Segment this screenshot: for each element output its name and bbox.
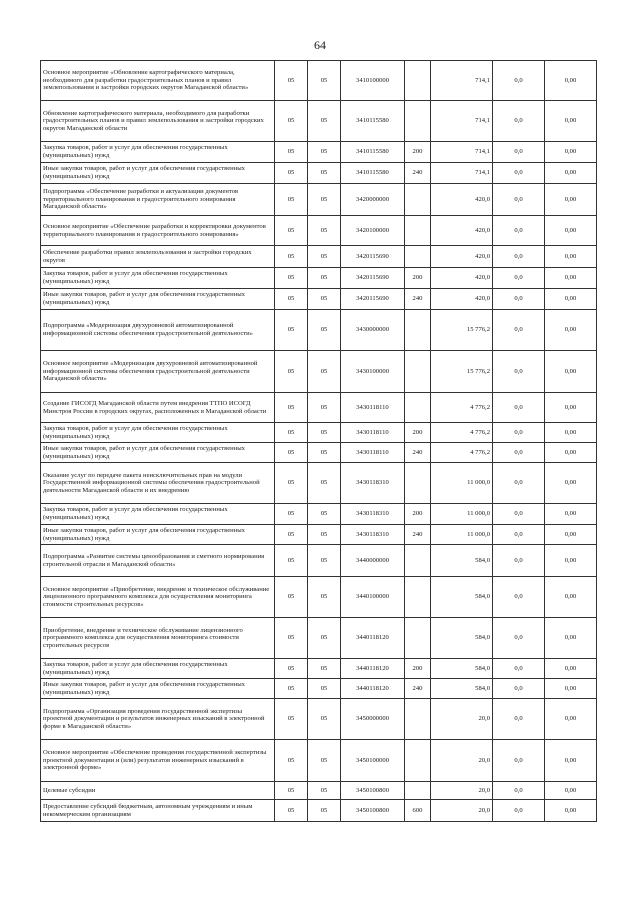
- table-row: [41, 504, 597, 525]
- row-subsection: 05: [308, 246, 341, 268]
- row-amount-2: 0,0: [493, 163, 545, 184]
- row-subsection: 05: [308, 184, 341, 216]
- row-target-article: 3430118310: [341, 525, 405, 545]
- row-expense-type: [405, 351, 431, 393]
- row-amount-3: 0,00: [545, 216, 597, 246]
- table-row: [41, 246, 597, 268]
- row-expense-type: [405, 782, 431, 800]
- row-amount-3: 0,00: [545, 463, 597, 504]
- row-section: 05: [275, 268, 308, 289]
- row-amount-1: 20,0: [431, 782, 493, 800]
- table-row: [41, 310, 597, 351]
- row-target-article: 3430118110: [341, 443, 405, 463]
- row-name: Предоставление субсидий бюджетным, автономным учреждениям и иным некоммерческим организациям: [41, 800, 275, 822]
- row-expense-type: 200: [405, 142, 431, 163]
- row-subsection: 05: [308, 423, 341, 443]
- row-subsection: 05: [308, 699, 341, 740]
- row-name: Подпрограмма «Обеспечение разработки и актуализации документов территориального планирования и градостроительного зонирования Магаданской области»: [41, 184, 275, 216]
- row-amount-3: 0,00: [545, 61, 597, 101]
- row-subsection: 05: [308, 577, 341, 618]
- row-section: 05: [275, 393, 308, 423]
- row-subsection: 05: [308, 782, 341, 800]
- row-subsection: 05: [308, 310, 341, 351]
- page-number: 64: [314, 38, 326, 52]
- row-expense-type: [405, 310, 431, 351]
- row-expense-type: [405, 216, 431, 246]
- row-section: 05: [275, 577, 308, 618]
- row-amount-2: 0,0: [493, 659, 545, 679]
- row-subsection: 05: [308, 659, 341, 679]
- table-row: [41, 679, 597, 699]
- table-row: [41, 740, 597, 782]
- table-row: [41, 216, 597, 246]
- row-amount-2: 0,0: [493, 782, 545, 800]
- row-target-article: 3420000000: [341, 184, 405, 216]
- row-name: Подпрограмма «Модернизация двухуровневой автоматизированной информационной системы обеспечения градостроительной деятельности»: [41, 310, 275, 351]
- row-section: 05: [275, 782, 308, 800]
- row-amount-1: 714,1: [431, 101, 493, 142]
- row-subsection: 05: [308, 142, 341, 163]
- table-row: [41, 545, 597, 577]
- row-subsection: 05: [308, 800, 341, 822]
- row-amount-3: 0,00: [545, 659, 597, 679]
- row-name: Подпрограмма «Организация проведения государственной экспертизы проектной документации и результатов инженерных изысканий в электронной форме в Магаданской области»: [41, 699, 275, 740]
- table-row: [41, 463, 597, 504]
- row-amount-2: 0,0: [493, 289, 545, 310]
- row-amount-3: 0,00: [545, 101, 597, 142]
- row-subsection: 05: [308, 679, 341, 699]
- row-target-article: 3410100000: [341, 61, 405, 101]
- row-section: 05: [275, 699, 308, 740]
- row-amount-3: 0,00: [545, 184, 597, 216]
- row-subsection: 05: [308, 545, 341, 577]
- row-amount-2: 0,0: [493, 443, 545, 463]
- row-amount-2: 0,0: [493, 525, 545, 545]
- row-amount-1: 15 776,2: [431, 310, 493, 351]
- row-subsection: 05: [308, 463, 341, 504]
- row-target-article: 3430118110: [341, 423, 405, 443]
- row-amount-3: 0,00: [545, 423, 597, 443]
- row-amount-1: 714,1: [431, 142, 493, 163]
- row-expense-type: [405, 61, 431, 101]
- row-subsection: 05: [308, 289, 341, 310]
- row-target-article: 3420115690: [341, 246, 405, 268]
- row-target-article: 3450100800: [341, 800, 405, 822]
- table-row: [41, 184, 597, 216]
- row-subsection: 05: [308, 216, 341, 246]
- table-row: [41, 289, 597, 310]
- row-amount-1: 4 776,2: [431, 423, 493, 443]
- row-section: 05: [275, 142, 308, 163]
- row-amount-3: 0,00: [545, 310, 597, 351]
- row-amount-3: 0,00: [545, 618, 597, 659]
- row-section: 05: [275, 184, 308, 216]
- row-amount-2: 0,0: [493, 618, 545, 659]
- row-amount-1: 20,0: [431, 699, 493, 740]
- row-name: Основное мероприятие «Обеспечение проведения государственной экспертизы проектной документации и (или) результатов инженерных изысканий в электронной форме»: [41, 740, 275, 782]
- table-row: [41, 659, 597, 679]
- row-name: Подпрограмма «Развитие системы ценообразования и сметного нормирования строительной отрасли в Магаданской области»: [41, 545, 275, 577]
- row-target-article: 3430000000: [341, 310, 405, 351]
- row-name: Закупка товаров, работ и услуг для обеспечения государственных (муниципальных) нужд: [41, 423, 275, 443]
- row-amount-3: 0,00: [545, 443, 597, 463]
- row-section: 05: [275, 504, 308, 525]
- row-target-article: 3440118120: [341, 679, 405, 699]
- row-amount-3: 0,00: [545, 268, 597, 289]
- row-section: 05: [275, 618, 308, 659]
- row-amount-3: 0,00: [545, 289, 597, 310]
- table-row: [41, 423, 597, 443]
- row-target-article: 3440000000: [341, 545, 405, 577]
- row-target-article: 3410115580: [341, 163, 405, 184]
- row-subsection: 05: [308, 443, 341, 463]
- row-target-article: 3450000000: [341, 699, 405, 740]
- row-amount-3: 0,00: [545, 393, 597, 423]
- row-subsection: 05: [308, 163, 341, 184]
- row-name: Закупка товаров, работ и услуг для обеспечения государственных (муниципальных) нужд: [41, 659, 275, 679]
- row-target-article: 3430118310: [341, 463, 405, 504]
- row-amount-1: 584,0: [431, 618, 493, 659]
- row-target-article: 3450100000: [341, 740, 405, 782]
- row-target-article: 3420115690: [341, 268, 405, 289]
- row-amount-3: 0,00: [545, 142, 597, 163]
- row-amount-2: 0,0: [493, 61, 545, 101]
- row-section: 05: [275, 659, 308, 679]
- row-expense-type: 600: [405, 800, 431, 822]
- row-amount-2: 0,0: [493, 216, 545, 246]
- table-row: [41, 525, 597, 545]
- row-amount-1: 20,0: [431, 800, 493, 822]
- table-row: [41, 618, 597, 659]
- row-section: 05: [275, 463, 308, 504]
- row-amount-3: 0,00: [545, 740, 597, 782]
- row-name: Основное мероприятие «Обновление картографического материала, необходимого для разработки градостроительных планов и правил землепользования и застройки городских округов Магаданской области»: [41, 61, 275, 101]
- row-amount-2: 0,0: [493, 423, 545, 443]
- row-name: Оказание услуг по передаче пакета неисключительных прав на модули Государственной информационной системы обеспечения градостроительной деятельности Магаданской области и их внедрению: [41, 463, 275, 504]
- row-amount-1: 420,0: [431, 289, 493, 310]
- row-amount-1: 420,0: [431, 184, 493, 216]
- row-section: 05: [275, 246, 308, 268]
- row-subsection: 05: [308, 61, 341, 101]
- row-subsection: 05: [308, 504, 341, 525]
- row-expense-type: [405, 545, 431, 577]
- row-amount-3: 0,00: [545, 679, 597, 699]
- row-target-article: 3430118110: [341, 393, 405, 423]
- row-target-article: 3410115580: [341, 142, 405, 163]
- table-row: [41, 61, 597, 101]
- row-expense-type: 200: [405, 423, 431, 443]
- row-expense-type: 240: [405, 289, 431, 310]
- row-amount-2: 0,0: [493, 577, 545, 618]
- row-amount-3: 0,00: [545, 782, 597, 800]
- row-expense-type: [405, 184, 431, 216]
- row-name: Иные закупки товаров, работ и услуг для обеспечения государственных (муниципальных) нужд: [41, 163, 275, 184]
- row-name: Основное мероприятие «Модернизация двухуровневой автоматизированной информационной системы обеспечения градостроительной деятельности Магаданской области»: [41, 351, 275, 393]
- row-name: Основное мероприятие «Обеспечение разработки и корректировки документов территориального планирования и градостроительного зонирования»: [41, 216, 275, 246]
- row-section: 05: [275, 443, 308, 463]
- row-section: 05: [275, 101, 308, 142]
- row-amount-1: 15 776,2: [431, 351, 493, 393]
- row-expense-type: 200: [405, 504, 431, 525]
- row-expense-type: [405, 699, 431, 740]
- table-row: [41, 351, 597, 393]
- table-body: [41, 61, 597, 822]
- row-amount-2: 0,0: [493, 351, 545, 393]
- row-expense-type: 200: [405, 659, 431, 679]
- row-name: Закупка товаров, работ и услуг для обеспечения государственных (муниципальных) нужд: [41, 268, 275, 289]
- row-amount-1: 11 000,0: [431, 525, 493, 545]
- row-amount-2: 0,0: [493, 184, 545, 216]
- row-expense-type: 200: [405, 268, 431, 289]
- table-row: [41, 443, 597, 463]
- row-subsection: 05: [308, 525, 341, 545]
- row-expense-type: 240: [405, 443, 431, 463]
- row-amount-3: 0,00: [545, 504, 597, 525]
- row-expense-type: 240: [405, 525, 431, 545]
- row-amount-1: 584,0: [431, 679, 493, 699]
- row-amount-2: 0,0: [493, 800, 545, 822]
- row-name: Обеспечение разработки правил землепользования и застройки городских округов: [41, 246, 275, 268]
- table-row: [41, 101, 597, 142]
- row-target-article: 3420100000: [341, 216, 405, 246]
- row-expense-type: 240: [405, 163, 431, 184]
- row-name: Приобретение, внедрение и техническое обслуживание лицензионного программного комплекса для осуществления мониторинга стоимости строительных ресурсов: [41, 618, 275, 659]
- budget-table: [40, 60, 597, 822]
- row-expense-type: [405, 393, 431, 423]
- row-amount-1: 4 776,2: [431, 443, 493, 463]
- row-amount-3: 0,00: [545, 699, 597, 740]
- row-expense-type: [405, 101, 431, 142]
- row-amount-2: 0,0: [493, 504, 545, 525]
- row-expense-type: [405, 463, 431, 504]
- table-row: [41, 163, 597, 184]
- row-target-article: 3420115690: [341, 289, 405, 310]
- row-target-article: 3440100000: [341, 577, 405, 618]
- row-subsection: 05: [308, 268, 341, 289]
- row-section: 05: [275, 216, 308, 246]
- row-section: 05: [275, 289, 308, 310]
- row-amount-3: 0,00: [545, 351, 597, 393]
- row-section: 05: [275, 61, 308, 101]
- row-amount-3: 0,00: [545, 800, 597, 822]
- row-amount-3: 0,00: [545, 545, 597, 577]
- row-subsection: 05: [308, 101, 341, 142]
- row-subsection: 05: [308, 393, 341, 423]
- row-target-article: 3440118120: [341, 618, 405, 659]
- row-amount-2: 0,0: [493, 101, 545, 142]
- table-row: [41, 800, 597, 822]
- row-name: Целевые субсидии: [41, 782, 275, 800]
- row-section: 05: [275, 679, 308, 699]
- row-expense-type: [405, 577, 431, 618]
- table-row: [41, 142, 597, 163]
- row-amount-3: 0,00: [545, 525, 597, 545]
- row-section: 05: [275, 310, 308, 351]
- row-amount-1: 584,0: [431, 577, 493, 618]
- row-amount-2: 0,0: [493, 310, 545, 351]
- row-section: 05: [275, 351, 308, 393]
- row-section: 05: [275, 545, 308, 577]
- row-subsection: 05: [308, 618, 341, 659]
- row-target-article: 3430100000: [341, 351, 405, 393]
- row-amount-2: 0,0: [493, 545, 545, 577]
- row-target-article: 3450100800: [341, 782, 405, 800]
- row-amount-1: 4 776,2: [431, 393, 493, 423]
- row-amount-2: 0,0: [493, 679, 545, 699]
- row-section: 05: [275, 800, 308, 822]
- row-name: Иные закупки товаров, работ и услуг для обеспечения государственных (муниципальных) нужд: [41, 289, 275, 310]
- row-amount-2: 0,0: [493, 699, 545, 740]
- row-name: Создание ГИСОГД Магаданской области путем внедрения ТТПО ИСОГД Минстроя России в городских округах, расположенных в Магаданской области: [41, 393, 275, 423]
- row-name: Иные закупки товаров, работ и услуг для обеспечения государственных (муниципальных) нужд: [41, 525, 275, 545]
- table-row: [41, 577, 597, 618]
- row-name: Иные закупки товаров, работ и услуг для обеспечения государственных (муниципальных) нужд: [41, 443, 275, 463]
- row-amount-3: 0,00: [545, 577, 597, 618]
- row-amount-1: 714,1: [431, 163, 493, 184]
- row-target-article: 3410115580: [341, 101, 405, 142]
- table-row: [41, 393, 597, 423]
- row-expense-type: [405, 618, 431, 659]
- row-section: 05: [275, 740, 308, 782]
- row-amount-2: 0,0: [493, 268, 545, 289]
- row-expense-type: 240: [405, 679, 431, 699]
- row-subsection: 05: [308, 351, 341, 393]
- row-amount-1: 11 000,0: [431, 504, 493, 525]
- row-amount-1: 584,0: [431, 545, 493, 577]
- row-name: Иные закупки товаров, работ и услуг для обеспечения государственных (муниципальных) нужд: [41, 679, 275, 699]
- table-row: [41, 268, 597, 289]
- row-name: Закупка товаров, работ и услуг для обеспечения государственных (муниципальных) нужд: [41, 504, 275, 525]
- row-amount-2: 0,0: [493, 246, 545, 268]
- row-section: 05: [275, 163, 308, 184]
- row-target-article: 3440118120: [341, 659, 405, 679]
- row-amount-1: 11 000,0: [431, 463, 493, 504]
- row-target-article: 3430118310: [341, 504, 405, 525]
- row-name: Закупка товаров, работ и услуг для обеспечения государственных (муниципальных) нужд: [41, 142, 275, 163]
- row-amount-2: 0,0: [493, 463, 545, 504]
- row-amount-3: 0,00: [545, 246, 597, 268]
- row-amount-3: 0,00: [545, 163, 597, 184]
- row-amount-1: 420,0: [431, 216, 493, 246]
- row-amount-2: 0,0: [493, 393, 545, 423]
- row-section: 05: [275, 525, 308, 545]
- table-row: [41, 782, 597, 800]
- row-subsection: 05: [308, 740, 341, 782]
- row-expense-type: [405, 246, 431, 268]
- row-amount-2: 0,0: [493, 740, 545, 782]
- row-name: Обновление картографического материала, необходимого для разработки градостроительных планов и правил землепользования и застройки городских округов Магаданской области: [41, 101, 275, 142]
- row-amount-1: 20,0: [431, 740, 493, 782]
- row-amount-1: 584,0: [431, 659, 493, 679]
- row-amount-1: 420,0: [431, 268, 493, 289]
- row-expense-type: [405, 740, 431, 782]
- row-amount-2: 0,0: [493, 142, 545, 163]
- table-row: [41, 699, 597, 740]
- row-section: 05: [275, 423, 308, 443]
- row-amount-1: 714,1: [431, 61, 493, 101]
- row-amount-1: 420,0: [431, 246, 493, 268]
- row-name: Основное мероприятие «Приобретение, внедрение и техническое обслуживание лицензионного программного комплекса для осуществления мониторинга стоимости строительных ресурсов»: [41, 577, 275, 618]
